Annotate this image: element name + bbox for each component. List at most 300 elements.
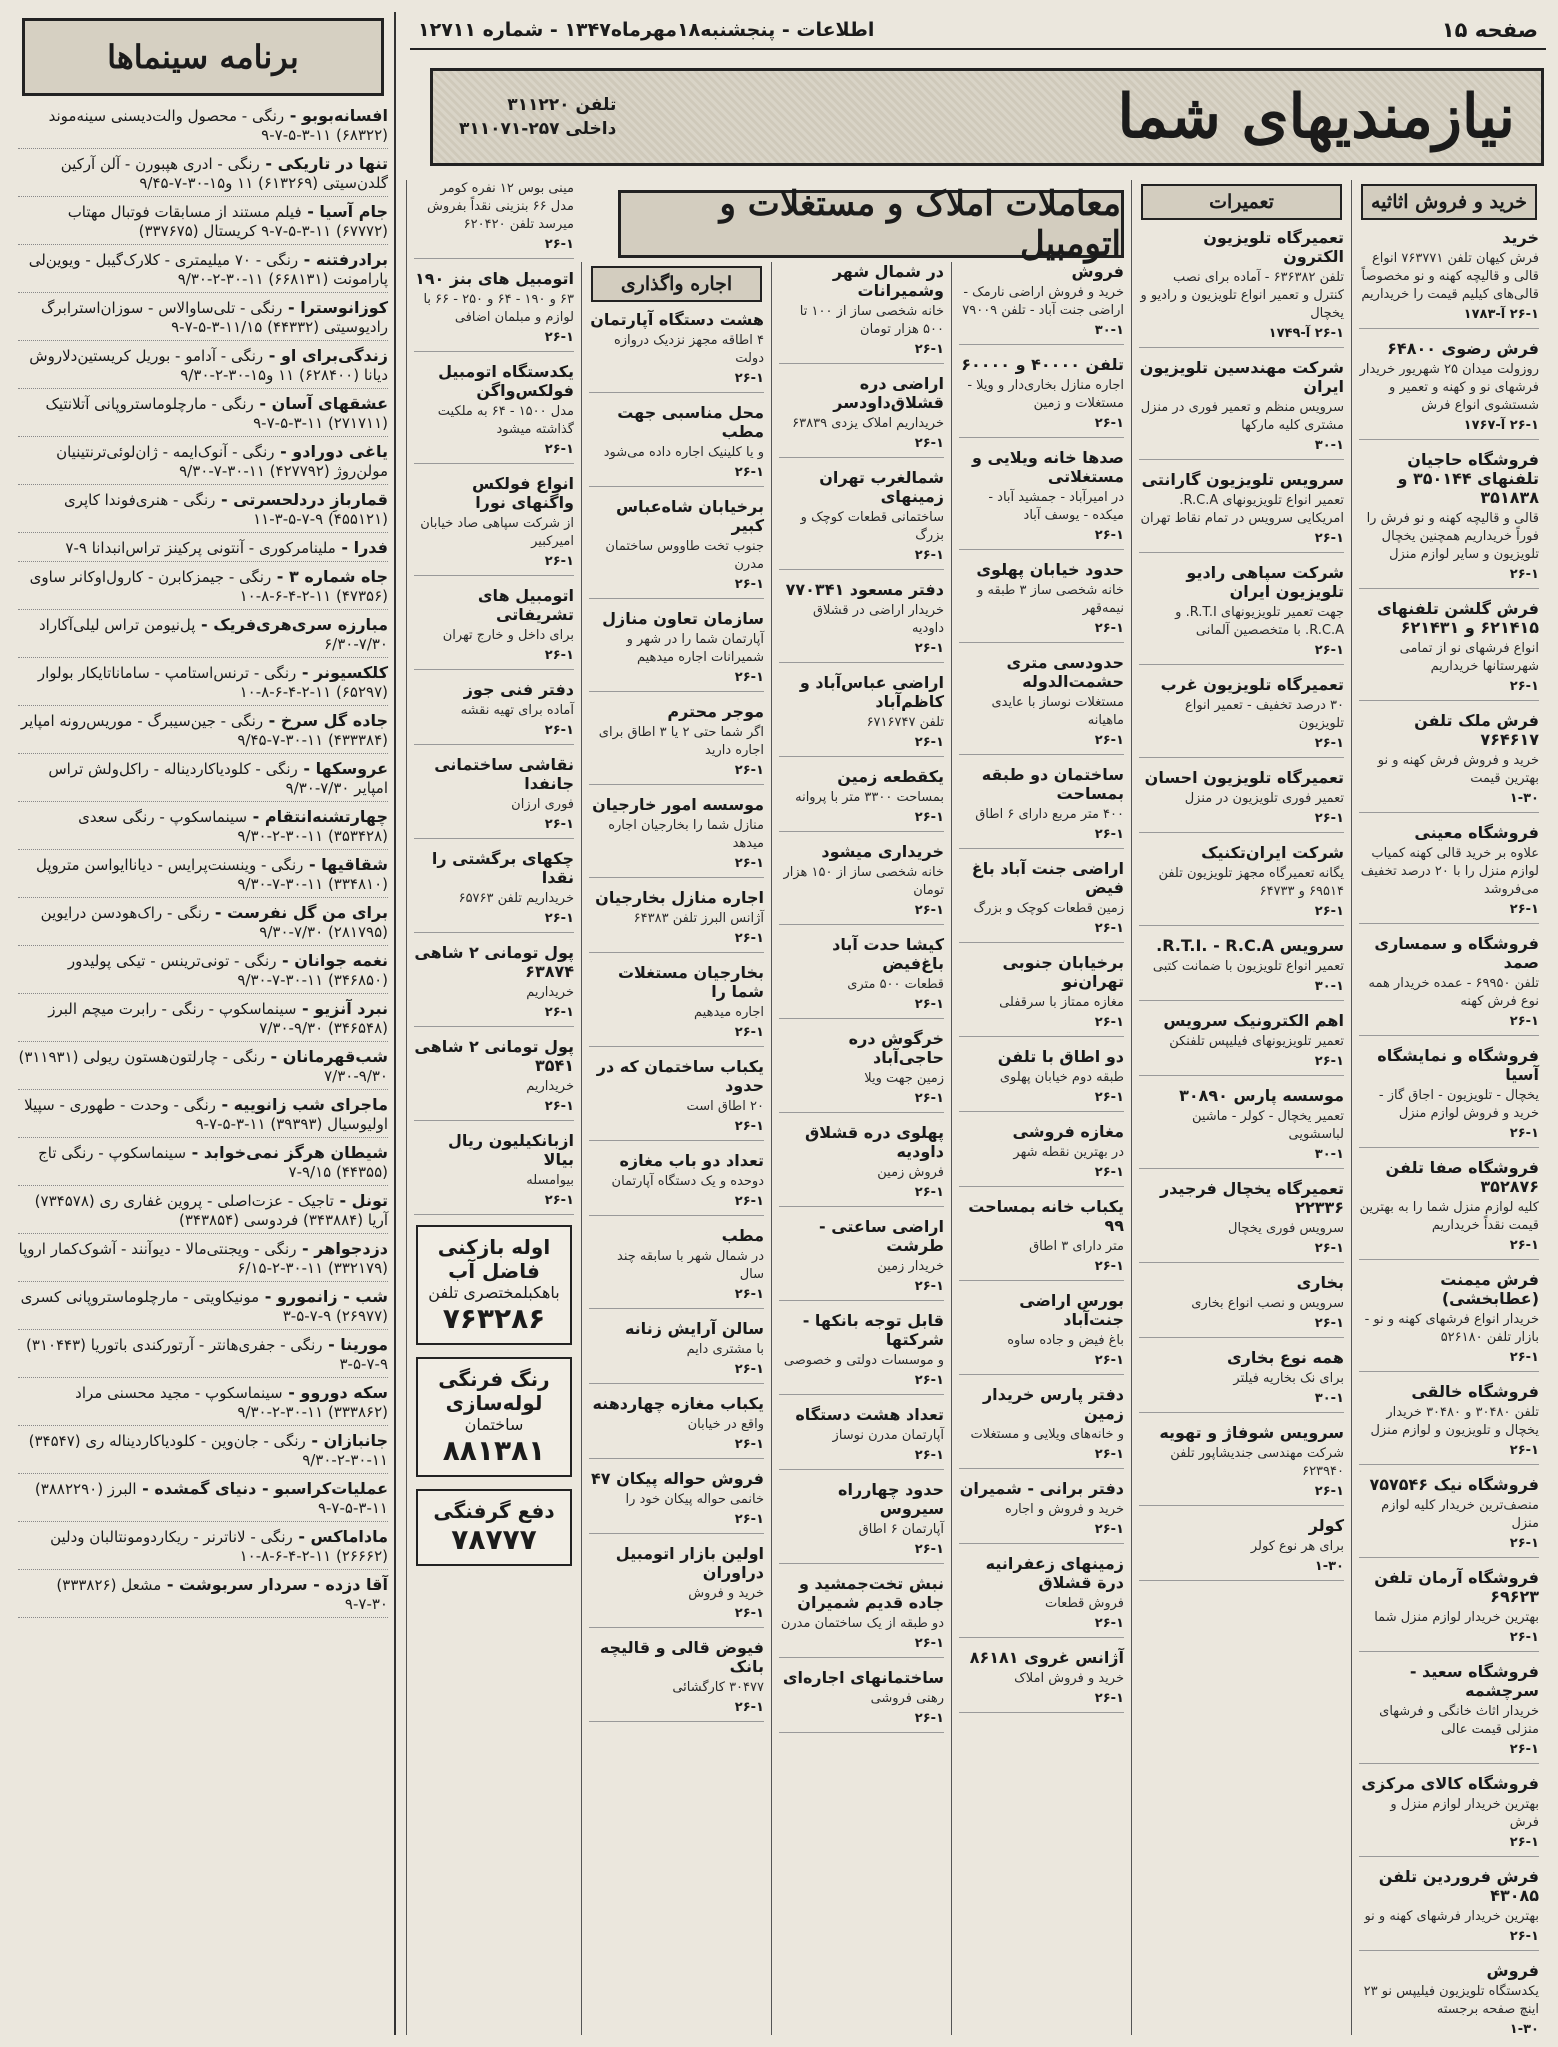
film-details: مشعل (۳۳۳۸۲۶) ۳۰-۷-۹ bbox=[56, 1576, 388, 1613]
classified-ad bbox=[959, 765, 1124, 849]
ad-code: ۲۶-۱ bbox=[914, 548, 944, 563]
ad-code: ۲۶-۱ bbox=[734, 1512, 764, 1527]
ad-body: در بهترین نقطه شهر bbox=[1013, 1145, 1124, 1160]
classified-ad bbox=[1359, 711, 1539, 813]
classified-ad bbox=[589, 795, 764, 878]
ad-body: متر دارای ۳ اطاق bbox=[1029, 1239, 1124, 1254]
classified-ad bbox=[1139, 470, 1344, 553]
ad-heading: سرویس شوفاژ و تهویه bbox=[1159, 1423, 1344, 1442]
ad-code: ۲۶-۱ bbox=[1509, 1238, 1539, 1253]
ad-code: ۳۰-۱ bbox=[1314, 979, 1344, 994]
ad-heading: دفتر فنی جوز bbox=[463, 680, 574, 699]
ad-heading: سرویس تلویزیون گارانتی bbox=[1141, 470, 1344, 489]
ad-code: ۲۶-۱ bbox=[914, 1279, 944, 1294]
ad-heading: فروشگاه کالای مرکزی bbox=[1361, 1774, 1539, 1793]
ad-heading: اتومبیل های بنز ۱۹۰ bbox=[414, 269, 574, 288]
ad-body: تلفن ۶۷۱۶۷۴۷ bbox=[866, 715, 944, 730]
classified-ad bbox=[414, 755, 574, 839]
ad-code: ۲۶-۱ bbox=[1314, 643, 1344, 658]
ad-heading: پول تومانی ۲ شاهی ۳۵۴۱ bbox=[414, 1037, 574, 1075]
cinema-listing bbox=[18, 1383, 388, 1426]
cinema-listing bbox=[18, 615, 388, 658]
blockage-ad-phone: ۷۸۷۷۷ bbox=[451, 1523, 537, 1556]
ad-body: آپارتمان مدرن نوساز bbox=[832, 1428, 944, 1443]
ad-body: واقع در خیابان bbox=[687, 1417, 764, 1432]
classified-ad bbox=[959, 1197, 1124, 1281]
ad-code: ۲۶-۱ bbox=[1094, 921, 1124, 936]
ad-heading: فروشگاه آرمان تلفن ۶۹۶۲۳ bbox=[1374, 1568, 1539, 1606]
classified-ad bbox=[589, 1394, 764, 1459]
film-title: دزدجواهر - bbox=[296, 1239, 388, 1258]
film-details: رنگی - هنری‌فوندا کاپری (۴۵۵۱۲۱) ۹-۷-۵-۳-۱۱ bbox=[63, 491, 388, 528]
ad-code: ۲۶-۱ bbox=[1314, 736, 1344, 751]
cinema-listing bbox=[18, 663, 388, 706]
classified-ad bbox=[1359, 228, 1539, 329]
ad-heading: نقاشی ساختمانی جانفدا bbox=[434, 755, 574, 793]
ad-body: و موسسات دولتی و خصوصی bbox=[783, 1353, 944, 1368]
ad-heading: فروشگاه صفا تلفن ۳۵۲۸۷۶ bbox=[1385, 1158, 1539, 1196]
ad-code: ۲۶-۱ bbox=[734, 670, 764, 685]
ad-body: خرید و فروش و اجاره bbox=[1005, 1502, 1124, 1517]
classified-ad bbox=[1359, 934, 1539, 1036]
film-details: رنگی - لاناترنر - ریکاردومونتالبان ودلین (۲۶۶۶۲) ۱۱-۲-۴-۶-۸-۱۰ bbox=[50, 1528, 388, 1565]
ad-heading: موسسه پارس ۳۰۸۹۰ bbox=[1179, 1086, 1344, 1105]
classified-ad bbox=[959, 1291, 1124, 1375]
ad-body: روزولت میدان ۲۵ شهریور خریدار فرشهای نو و کهنه و تعمیر و شستشوی انواع فرش bbox=[1359, 362, 1539, 413]
realestate-headline: معاملات املاک و مستغلات و اتومبیل bbox=[618, 190, 1124, 258]
ad-body: فروش قطعات bbox=[1044, 1596, 1124, 1611]
ad-heading: مغازه فروشی bbox=[1012, 1122, 1124, 1141]
cinema-listing bbox=[18, 1047, 388, 1090]
film-title: عملیات‌کراسبو - دنیای گمشده - bbox=[136, 1479, 388, 1498]
classified-ad bbox=[589, 1151, 764, 1216]
ad-heading: موسسه امور خارجیان bbox=[592, 795, 764, 814]
ad-body: دوحده و یک دستگاه آپارتمان bbox=[611, 1174, 764, 1189]
ad-code: ۲۶-۱ bbox=[1509, 1742, 1539, 1757]
cinema-listing bbox=[18, 567, 388, 610]
film-details: رنگی - تلی‌ساوالاس - سوزان‌استرابرگ رادیوسیتی (۴۴۳۳۲) ۱۱/۱۵-۳-۵-۷-۹ bbox=[40, 299, 388, 336]
ad-body: جهت تعمیر تلویزیونهای R.T.I. و R.C.A. با متخصصین آلمانی bbox=[1175, 605, 1344, 638]
ad-heading: یکباب ساختمان که در حدود bbox=[596, 1057, 764, 1095]
ad-code: ۲۶-۱ bbox=[1509, 1536, 1539, 1551]
classified-ad bbox=[779, 580, 944, 663]
column-repairs bbox=[1131, 180, 1351, 2035]
ad-code: ۲۶-۱ bbox=[1509, 1835, 1539, 1850]
classified-ad bbox=[779, 374, 944, 458]
ad-heading: فروشگاه سعید - سرچشمه bbox=[1409, 1662, 1539, 1700]
ad-heading: شمالغرب تهران زمینهای bbox=[819, 468, 944, 506]
ad-code: ۲۶-۱ bbox=[1094, 1447, 1124, 1462]
ad-heading: دفتر پارس خریدار زمین bbox=[982, 1385, 1124, 1423]
ad-body: فرش کیهان تلفن ۷۶۳۷۷۱ انواع قالی و قالیچه کهنه و نو مخصوصاً قالی‌های کیلیم قیمت را خریداریم bbox=[1361, 251, 1539, 302]
ad-body: خریدار اراضی در قشلاق داودیه bbox=[812, 603, 944, 636]
ad-heading: شرکت مهندسین تلویزیون ایران bbox=[1139, 358, 1344, 396]
ad-heading: موجر محترم bbox=[667, 702, 764, 721]
ad-code: ۱-۳۰ bbox=[1314, 1559, 1344, 1574]
ad-body: بهترین خریدار لوازم منزل شما bbox=[1374, 1610, 1539, 1625]
ad-body: خریداریم املاک یزدی ۶۳۸۳۹ bbox=[792, 416, 944, 431]
ad-code: ۲۶-۱ bbox=[1094, 1691, 1124, 1706]
cinema-listing bbox=[18, 903, 388, 946]
classified-ad bbox=[959, 355, 1124, 438]
film-details: سینماسکوپ - رنگی - رابرت میچم البرز (۳۴۶۵۴۸) ۹/۳۰-۷/۳۰ bbox=[48, 1000, 388, 1037]
banner-phone-1: تلفن ۳۱۱۲۲۰ bbox=[507, 95, 617, 115]
classified-ad bbox=[779, 1311, 944, 1395]
cinema-listing bbox=[18, 855, 388, 898]
ad-body: خریدار انواع فرشهای کهنه و نو - بازار تلفن ۵۲۶۱۸۰ bbox=[1364, 1312, 1539, 1345]
ad-code: ۲۶-۱ bbox=[1094, 1165, 1124, 1180]
cinema-listing bbox=[18, 154, 388, 197]
ad-heading: انواع فولکس واگنهای نورا bbox=[472, 474, 574, 512]
film-title: مورینا - bbox=[322, 1335, 388, 1354]
film-title: شقاقیها - bbox=[303, 855, 388, 874]
ad-body: و خانه‌های ویلایی و مستغلات bbox=[970, 1427, 1124, 1442]
cinema-program-column bbox=[12, 12, 396, 2035]
ad-body: خرید و فروش فرش کهنه و نو بهترین قیمت bbox=[1377, 753, 1539, 786]
ad-body: سرویس و نصب انواع بخاری bbox=[1191, 1296, 1344, 1311]
film-details: پل‌نیومن تراس لیلی‌آکاراد ۷/۳۰-۶/۳۰ bbox=[39, 616, 388, 653]
ad-heading: صدها خانه ویلایی و مستغلاتی bbox=[971, 448, 1124, 486]
plumbing-ad-line2: ساختمان bbox=[464, 1415, 524, 1434]
film-title: یاغی دورادو - bbox=[274, 442, 388, 461]
ad-body: از شرکت سپاهی صاد خیابان امیرکبیر bbox=[420, 516, 574, 549]
ad-body: تلفن ۶۳۶۳۸۲ - آماده برای نصب کنترل و تعمیر انواع تلویزیون و رادیو و یخچال bbox=[1140, 270, 1344, 321]
ad-heading: فروشگاه نیک ۷۵۷۵۴۶ bbox=[1369, 1475, 1539, 1494]
classified-ad bbox=[959, 560, 1124, 643]
film-title: عشقهای آسان - bbox=[253, 394, 388, 413]
ad-body: مغازه ممتاز با سرقفلی bbox=[999, 995, 1124, 1010]
ad-code: ۲۶-۱ bbox=[1094, 621, 1124, 636]
cinema-listing bbox=[18, 106, 388, 149]
ad-code: ۲۶-۱ bbox=[544, 648, 574, 663]
classified-ad bbox=[1139, 358, 1344, 460]
ad-heading: قابل توجه بانکها - شرکتها bbox=[802, 1311, 944, 1349]
cinema-listing bbox=[18, 1191, 388, 1234]
ad-body: ۴۰۰ متر مربع دارای ۶ اطاق bbox=[975, 807, 1124, 822]
classified-ad bbox=[779, 673, 944, 757]
ad-heading: فروش bbox=[1486, 1961, 1539, 1980]
film-details: رنگی - جیمزکابرن - کارول‌اوکانر ساوی (۴۷۳۵۶) ۱۱-۲-۴-۶-۸-۱۰ bbox=[29, 568, 388, 605]
ad-heading: یکباب مغازه چهاردهنه bbox=[592, 1394, 764, 1413]
ad-code: ۲۶-۱ bbox=[1509, 1929, 1539, 1944]
ad-body: یکدستگاه تلویزیون فیلیپس نو ۲۳ اینچ صفحه برجسته bbox=[1363, 1984, 1539, 2017]
film-title: زندگی‌برای او - bbox=[263, 346, 388, 365]
ad-heading: کولر bbox=[1308, 1516, 1344, 1535]
ad-code: ۲۶-۱ bbox=[914, 1091, 944, 1106]
ad-code: ۲۶-۱ bbox=[544, 442, 574, 457]
cinema-title: برنامه سینماها bbox=[22, 18, 384, 96]
ad-heading: فروشگاه معینی bbox=[1414, 823, 1539, 842]
film-details: رنگی - ترنس‌استامپ - ساماناتایکار بولوار (۶۵۲۹۷) ۱۱-۲-۴-۶-۸-۱۰ bbox=[37, 664, 388, 701]
ad-code: ۲۶-۱ bbox=[734, 371, 764, 386]
ad-body: ۶۳ و ۱۹۰ - ۶۴ و ۲۵۰ - ۶۶ با لوازم و مبلمان اضافی bbox=[423, 292, 574, 325]
ad-heading: یکدستگاه اتومبیل فولکس‌واگن bbox=[438, 362, 574, 400]
ad-code: ۲۶-۱ bbox=[1314, 904, 1344, 919]
ad-heading: سرویس R.T.I. - R.C.A. bbox=[1156, 936, 1344, 955]
classified-ad bbox=[959, 1047, 1124, 1112]
ad-code: ۲۶-۱ bbox=[1509, 1014, 1539, 1029]
ad-heading: اولین بازار اتومبیل دراوران bbox=[615, 1544, 764, 1582]
ad-heading: تعمیرگاه تلویزیون غرب bbox=[1160, 675, 1344, 694]
classified-ad bbox=[414, 943, 574, 1027]
film-title: کلکسیونر - bbox=[296, 663, 388, 682]
blockage-ad-line1: دفع گرفنگی bbox=[433, 1499, 555, 1523]
classified-ad bbox=[959, 448, 1124, 550]
ad-heading: دو اطاق با تلفن bbox=[997, 1047, 1124, 1066]
ad-body: خریدار اثاث خانگی و فرشهای منزلی قیمت عالی bbox=[1379, 1704, 1539, 1737]
ad-heading: نبش تخت‌جمشید و جاده قدیم شمیران bbox=[797, 1574, 944, 1612]
ad-code: ۲۶-۱ bbox=[1509, 567, 1539, 582]
classified-ad bbox=[1359, 339, 1539, 440]
blockage-ad-box bbox=[416, 1489, 572, 1566]
ad-heading: چکهای برگشتی را نقدا bbox=[431, 849, 574, 887]
ad-body: فوری ارزان bbox=[511, 797, 574, 812]
classified-ad bbox=[1359, 1046, 1539, 1148]
classified-ad bbox=[959, 262, 1124, 345]
film-details: رنگی - ادری هپبورن - آلن آرکین گلدن‌سیتی (۶۱۳۲۶۹) ۱۱ و۱۵-۳۰-۷-۹/۴۵ bbox=[60, 155, 388, 192]
film-details: سینماسکوپ - رنگی سعدی (۳۵۳۴۲۸) ۱۱-۳۰-۲-۹/۳۰ bbox=[78, 808, 388, 845]
ad-body: آماده برای تهیه نقشه bbox=[460, 703, 574, 718]
film-details: رنگی - آنوک‌ایمه - ژان‌لوئی‌ترنتینیان مولن‌روژ (۴۲۷۷۹۲) ۱۱-۳۰-۷-۹/۳۰ bbox=[56, 443, 388, 480]
ad-body: خرید و فروش bbox=[688, 1586, 764, 1601]
classified-ad bbox=[414, 474, 574, 576]
ad-code: ۲۶-۱ bbox=[914, 436, 944, 451]
ad-code: ۲۶-۱ bbox=[914, 997, 944, 1012]
classified-ad bbox=[414, 586, 574, 670]
ad-code: ۲۶-۱ bbox=[734, 856, 764, 871]
ad-body: علاوه بر خرید قالی کهنه کمیاب لوازم منزل را با ۲۰ درصد تخفیف می‌فروشد bbox=[1360, 846, 1539, 897]
ad-heading: پول تومانی ۲ شاهی ۶۳۸۷۴ bbox=[414, 943, 574, 981]
ad-heading: تعداد هشت دستگاه bbox=[795, 1405, 944, 1424]
classified-ad bbox=[779, 1480, 944, 1564]
ad-heading: حدودسی متری حشمت‌الدوله bbox=[1006, 653, 1124, 691]
ad-code: ۲۶-۱ bbox=[544, 1005, 574, 1020]
ad-code: ۲۶-۱ bbox=[914, 1448, 944, 1463]
ad-code: ۲۶-۱ bbox=[544, 1099, 574, 1114]
ad-code: ۲۶-۱ bbox=[914, 1636, 944, 1651]
ad-body: آپارتمان ۶ اطاق bbox=[858, 1522, 944, 1537]
ad-code: ۲۶-۱ bbox=[914, 342, 944, 357]
ad-code: ۳۰-۱ bbox=[1314, 1391, 1344, 1406]
film-details: رنگی - جفری‌هانتر - آرتورکندی باتوریا (۳۱۰۴۴۳) ۹-۷-۵-۳ bbox=[25, 1336, 388, 1373]
film-title: نغمه جوانان - bbox=[276, 951, 388, 970]
ad-body: ۲۰ اطاق است bbox=[686, 1099, 764, 1114]
ad-body: باغ فیض و جاده ساوه bbox=[1007, 1333, 1124, 1348]
film-title: جانبازان - bbox=[305, 1431, 388, 1450]
ad-code: ۲۶-۱ bbox=[914, 810, 944, 825]
section-head-furniture: خرید و فروش اثاثیه bbox=[1361, 184, 1537, 220]
cinema-listing bbox=[18, 1239, 388, 1282]
ad-heading: فیوض قالی و قالیچه بانک bbox=[599, 1638, 764, 1676]
ad-heading: بورس اراضی جنت‌آباد bbox=[1019, 1291, 1124, 1329]
ad-code: ۲۶-۱ bbox=[1314, 1241, 1344, 1256]
ad-code: ۲۶-۱ bbox=[1094, 1090, 1124, 1105]
classified-ad bbox=[589, 1226, 764, 1309]
ad-code: ۲۶-۱ آ-۱۷۶۷ bbox=[1463, 418, 1539, 433]
classified-ad bbox=[1139, 228, 1344, 348]
ad-heading: سازمان تعاون منازل bbox=[602, 609, 764, 628]
ad-code: ۲۶-۱ bbox=[914, 1373, 944, 1388]
ad-code: ۲۶-۱ bbox=[544, 723, 574, 738]
ad-body: خریداریم تلفن ۶۵۷۶۳ bbox=[458, 891, 574, 906]
ad-code: ۲۶-۱ bbox=[544, 911, 574, 926]
ad-code: ۲۶-۱ bbox=[1314, 1484, 1344, 1499]
ad-heading: دفتر برانی - شمیران bbox=[959, 1479, 1124, 1498]
ad-body: قالی و قالیچه کهنه و نو فرش را فوراً خریداریم همچنین یخچال تلویزیون و سایر لوازم منزل bbox=[1366, 511, 1539, 562]
film-title: تنها در تاریکی - bbox=[259, 154, 388, 173]
ad-heading: اراضی دره قشلاق‌داودسر bbox=[833, 374, 944, 412]
ad-code: ۲۶-۱ bbox=[1094, 1616, 1124, 1631]
ad-heading: در شمال شهر وشمیرانات bbox=[832, 262, 944, 300]
ad-body: خریداریم bbox=[526, 985, 574, 1000]
classified-ad bbox=[589, 609, 764, 692]
ad-heading: فروشگاه خالقی bbox=[1411, 1382, 1539, 1401]
ad-heading: فروش حواله پیکان ۴۷ bbox=[591, 1469, 764, 1488]
ad-code: ۲۶-۱ bbox=[1509, 1126, 1539, 1141]
ad-body: ۳۰۴۷۷ کارگشائی bbox=[672, 1680, 764, 1695]
ad-body: برای نک بخاریه فیلتر bbox=[1233, 1371, 1344, 1386]
cinema-listing bbox=[18, 1287, 388, 1330]
ad-code: ۲۶-۱ bbox=[1094, 1259, 1124, 1274]
ad-body: خرید و فروش املاک bbox=[1014, 1671, 1124, 1686]
page-header bbox=[410, 12, 1546, 50]
classified-ad bbox=[589, 403, 764, 487]
ad-heading: هشت دستگاه آپارتمان bbox=[590, 310, 764, 329]
ad-code: ۱-۳۰ bbox=[1509, 791, 1539, 806]
ad-heading: شرکت سپاهی رادیو تلویزیون ایران bbox=[1186, 563, 1344, 601]
film-title: تونل - bbox=[333, 1191, 388, 1210]
classified-ad bbox=[414, 680, 574, 745]
film-details: سینماسکوپ - رنگی تاج (۴۴۳۵۵) ۹/۱۵-۷ bbox=[38, 1144, 388, 1181]
ad-code: ۲۶-۱ bbox=[1509, 902, 1539, 917]
ad-body: تعمیر یخچال - کولر - ماشین لباسشویی bbox=[1191, 1109, 1344, 1142]
ad-body: مدل ۱۵۰۰ - ۶۴ به ملکیت گذاشته میشود bbox=[437, 404, 574, 437]
ad-code: ۲۶-۱ bbox=[914, 903, 944, 918]
ad-code: ۲۶-۱ bbox=[1094, 1353, 1124, 1368]
film-title: قماربازِ دردلحسرتی - bbox=[215, 490, 388, 509]
classified-ad bbox=[1359, 1158, 1539, 1260]
film-details: رنگی - جین‌سیبرگ - موریس‌رونه امپایر (۴۳۳۳۸۴) ۱۱-۳۰-۷-۹/۴۵ bbox=[20, 712, 388, 749]
ad-code: ۲۶-۱ bbox=[914, 1711, 944, 1726]
ad-code: ۲۶-۱ bbox=[914, 1185, 944, 1200]
ad-heading: بخارجیان مستغلات شما را bbox=[617, 963, 764, 1001]
ad-body: یخچال - تلویزیون - اجاق گاز - خرید و فروش لوازم منزل bbox=[1378, 1088, 1539, 1121]
classified-ad bbox=[1139, 1423, 1344, 1506]
ad-body: تعمیر فوری تلویزیون در منزل bbox=[1184, 791, 1344, 806]
ad-body: برای هر نوع کولر bbox=[1250, 1539, 1344, 1554]
ad-heading: یکباب خانه بمساحت ۹۹ bbox=[968, 1197, 1124, 1235]
film-details: البرز (۳۸۸۲۲۹۰) ۱۱-۳-۵-۷-۹ bbox=[34, 1480, 388, 1517]
film-title: ماداماکس - bbox=[292, 1527, 388, 1546]
classified-ad bbox=[1359, 1662, 1539, 1764]
ad-heading: برخیابان شاه‌عباس کبیر bbox=[615, 497, 764, 535]
ad-code: ۲۶-۱ bbox=[914, 735, 944, 750]
ad-code: ۲۶-۱ bbox=[734, 763, 764, 778]
ad-heading: برخیابان جنوبی تهران‌نو bbox=[1002, 953, 1124, 991]
film-title: نبرد آنزیو - bbox=[296, 999, 388, 1018]
ad-body: خانمی حواله پیکان خود را bbox=[625, 1492, 764, 1507]
film-title: افسانه‌بوبو - bbox=[284, 106, 388, 125]
ad-heading: شرکت ایران‌تکنیک bbox=[1201, 843, 1344, 862]
film-details: رنگی - مارچلوماستروپانی آتلانتیک (۲۷۱۷۱۱) ۱۱-۳-۵-۷-۹ bbox=[45, 395, 388, 432]
classified-ad bbox=[589, 1544, 764, 1628]
ad-body: خانه شخصی ساز از ۱۰۰ تا ۵۰۰ هزار تومان bbox=[799, 304, 944, 337]
ad-code: ۲۶-۱ bbox=[734, 577, 764, 592]
film-details: رنگی - ۷۰ میلیمتری - کلارک‌گیبل - ویوین‌لی پارامونت (۶۶۸۱۳۱) ۱۱-۳۰-۲-۹/۳۰ bbox=[28, 251, 388, 288]
film-title: ماجرای شب زانوییه - bbox=[215, 1095, 388, 1114]
ad-body: خانه شخصی ساز ۳ طبقه و نیمه‌قهر bbox=[977, 583, 1124, 616]
ad-body: سرویس فوری یخچال bbox=[1228, 1221, 1344, 1236]
ad-heading: اراضی جنت آباد باغ فیض bbox=[971, 859, 1124, 897]
classified-ad bbox=[1359, 1475, 1539, 1558]
ad-heading: اتومبیل های تشریفاتی bbox=[477, 586, 574, 624]
ad-code: ۲۶-۱ bbox=[1314, 1054, 1344, 1069]
ad-code: ۳۰-۱ bbox=[1094, 323, 1124, 338]
film-details: رنگی - وینسنت‌پرایس - دیاناایواسن متروپل (۳۳۴۸۱۰) ۱۱-۳۰-۷-۹/۳۰ bbox=[35, 856, 388, 893]
film-title: سکه دوروو - bbox=[282, 1383, 388, 1402]
cinema-listing bbox=[18, 999, 388, 1042]
ad-heading: تعمیرگاه تلویزیون احسان bbox=[1144, 768, 1344, 787]
ad-code: ۲۶-۱ bbox=[914, 1542, 944, 1557]
ad-heading: فروشگاه و سمساری صمد bbox=[1374, 934, 1539, 972]
cinema-list bbox=[18, 106, 388, 1618]
classified-ad bbox=[589, 310, 764, 393]
ad-code: ۲۶-۱ bbox=[544, 1193, 574, 1208]
ad-code: ۲۶-۱ bbox=[1094, 416, 1124, 431]
classified-ad bbox=[1359, 1774, 1539, 1857]
classified-ad bbox=[959, 1122, 1124, 1187]
classified-ad bbox=[1139, 1011, 1344, 1076]
classified-ad bbox=[779, 842, 944, 925]
cinema-listing bbox=[18, 1479, 388, 1522]
classified-ad bbox=[1359, 1568, 1539, 1652]
film-details: رنگی - جان‌وین - کلودیاکاردیناله ری (۳۴۵۴۷) ۱۱-۳۰-۲-۹/۳۰ bbox=[28, 1432, 388, 1469]
ad-heading: ساختمان دو طبقه بمساحت bbox=[981, 765, 1124, 803]
ad-heading: خریداری میشود bbox=[821, 842, 944, 861]
classified-ad bbox=[779, 1029, 944, 1113]
ad-body: فروش زمین bbox=[877, 1165, 944, 1180]
classified-ad bbox=[414, 1131, 574, 1215]
ad-body: در امیرآباد - جمشید آباد - میکده - یوسف آباد bbox=[988, 490, 1124, 523]
column-realestate-2 bbox=[771, 262, 951, 2035]
classified-ad bbox=[1139, 563, 1344, 665]
ad-body: خریداریم bbox=[526, 1079, 574, 1094]
ad-heading: خرگوش دره حاجی‌آباد bbox=[848, 1029, 944, 1067]
ad-body: ۴ اطاقه مجهز نزدیک دروازه دولت bbox=[613, 333, 764, 366]
ad-code: ۲۶-۱ bbox=[544, 817, 574, 832]
classified-ad bbox=[589, 963, 764, 1047]
classified-ad bbox=[779, 468, 944, 570]
ad-body: اگر شما حتی ۲ یا ۳ اطاق برای اجاره دارید bbox=[598, 725, 764, 758]
classified-ad bbox=[414, 1037, 574, 1121]
plumbing-ad-phone: ۸۸۱۳۸۱ bbox=[442, 1434, 546, 1467]
ad-body: رهنی فروشی bbox=[870, 1691, 944, 1706]
ad-body: ۳۰ درصد تخفیف - تعمیر انواع تلویزیون bbox=[1184, 698, 1344, 731]
ad-body: ساختمانی قطعات کوچک و بزرگ bbox=[800, 510, 944, 543]
classified-ad bbox=[959, 653, 1124, 755]
ad-body: آژانس البرز تلفن ۶۴۳۸۳ bbox=[633, 911, 764, 926]
cinema-listing bbox=[18, 1095, 388, 1138]
ad-heading: بخاری bbox=[1296, 1273, 1344, 1292]
ad-code: ۲۶-۱ bbox=[1314, 1316, 1344, 1331]
cinema-listing bbox=[18, 202, 388, 245]
ad-code: ۲۶-۱ bbox=[1094, 733, 1124, 748]
ad-heading: پهلوی دره قشلاق داودیه bbox=[804, 1123, 944, 1161]
ad-heading: کیشا حدت آباد باغ‌فیض bbox=[832, 935, 944, 973]
ad-body: تلفن ۳۰۴۸۰ و ۳۰۴۸۰ خریدار یخچال و تلویزیون و لوازم منزل bbox=[1370, 1405, 1539, 1438]
cinema-listing bbox=[18, 442, 388, 485]
ad-code: ۳۰-۱ bbox=[1314, 1147, 1344, 1162]
